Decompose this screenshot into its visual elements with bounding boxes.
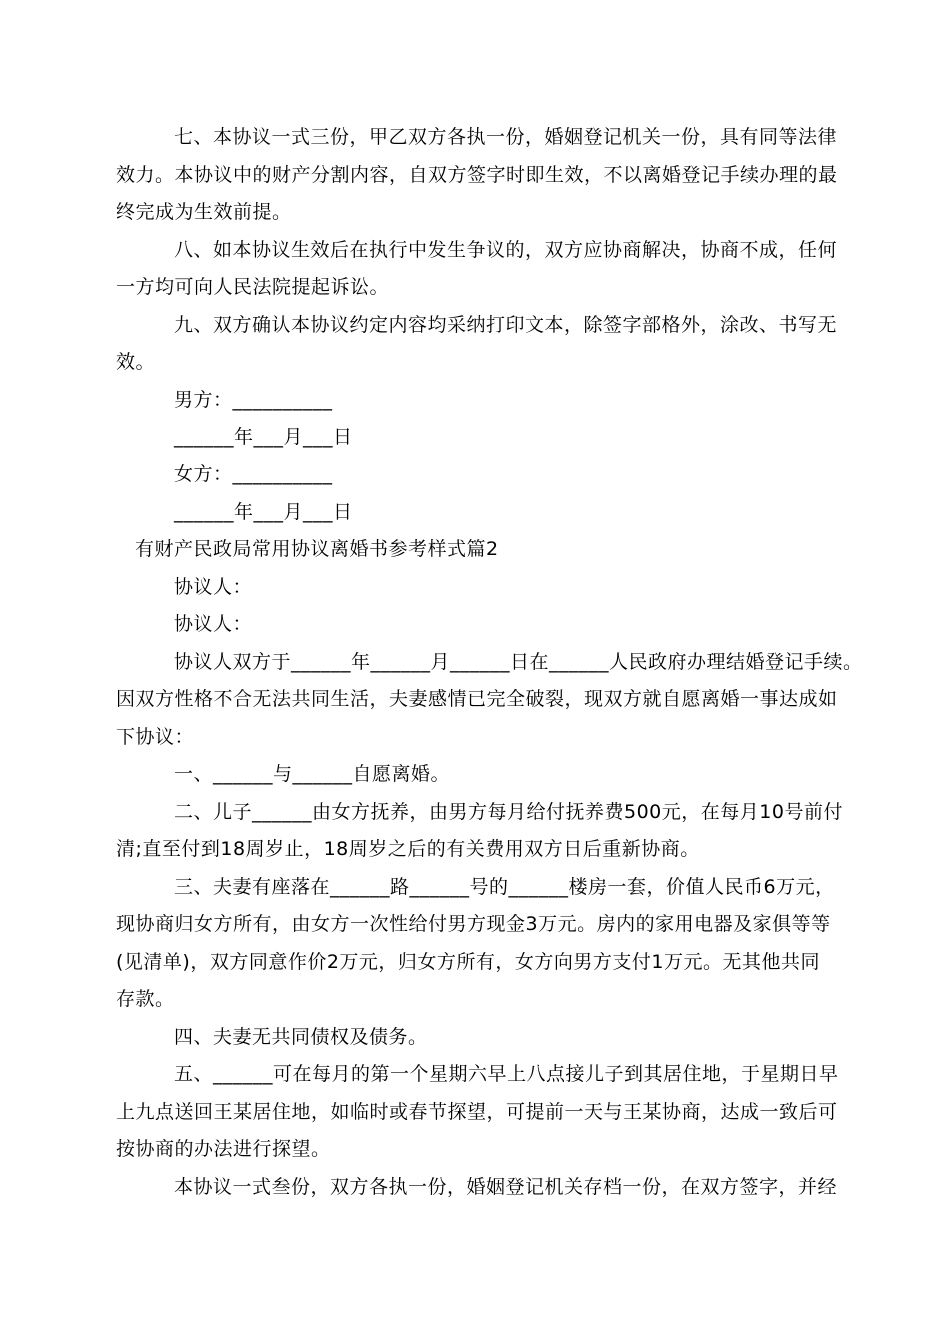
clause-5-line-2: 上九点送回王某居住地，如临时或春节探望，可提前一天与王某协商，达成一致后可 bbox=[116, 1101, 838, 1123]
clause-7-line-3: 终完成为生效前提。 bbox=[116, 201, 292, 223]
clause-9-line-1: 九、双方确认本协议约定内容均采纳打印文本，除签字部格外，涂改、书写无 bbox=[174, 314, 838, 336]
clause-8-line-1: 八、如本协议生效后在执行中发生争议的，双方应协商解决，协商不成，任何 bbox=[174, 239, 838, 261]
section-heading: 有财产民政局常用协议离婚书参考样式篇2 bbox=[135, 538, 499, 560]
clause-2-line-2: 清;直至付到18周岁止，18周岁之后的有关费用双方日后重新协商。 bbox=[116, 838, 700, 860]
clause-3-line-3: (见清单)，双方同意作价2万元，归女方所有，女方向男方支付1万元。无其他共同 bbox=[116, 951, 821, 973]
female-party-signature: 女方：__________ bbox=[174, 463, 333, 485]
female-party-date: ______年___月___日 bbox=[174, 501, 353, 523]
clause-3-line-1: 三、夫妻有座落在______路______号的______楼房一套，价值人民币6万元， bbox=[174, 876, 835, 898]
preamble-line-2: 因双方性格不合无法共同生活，夫妻感情已完全破裂，现双方就自愿离婚一事达成如 bbox=[116, 688, 838, 710]
clause-1-line-1: 一、______与______自愿离婚。 bbox=[174, 763, 451, 785]
clause-8-line-2: 一方均可向人民法院提起诉讼。 bbox=[116, 276, 390, 298]
clause-4-line-1: 四、夫妻无共同债权及债务。 bbox=[174, 1026, 428, 1048]
preamble-line-3: 下协议： bbox=[116, 726, 195, 748]
preamble-line-1: 协议人双方于______年______月______日在______人民政府办理结婚登记手续。 bbox=[174, 651, 863, 673]
clause-3-line-2: 现协商归女方所有，由女方一次性给付男方现金3万元。房内的家用电器及家俱等等 bbox=[116, 913, 831, 935]
closing-line-1: 本协议一式叁份，双方各执一份，婚姻登记机关存档一份，在双方签字，并经 bbox=[174, 1176, 838, 1198]
clause-7-line-2: 效力。本协议中的财产分割内容，自双方签字时即生效，不以离婚登记手续办理的最 bbox=[116, 164, 838, 186]
clause-3-line-4: 存款。 bbox=[116, 988, 175, 1010]
clause-5-line-3: 按协商的办法进行探望。 bbox=[116, 1138, 331, 1160]
party-2-label: 协议人： bbox=[174, 613, 253, 635]
male-party-date: ______年___月___日 bbox=[174, 426, 353, 448]
party-1-label: 协议人： bbox=[174, 576, 253, 598]
clause-7-line-1: 七、本协议一式三份，甲乙双方各执一份，婚姻登记机关一份，具有同等法律 bbox=[174, 126, 838, 148]
male-party-signature: 男方：__________ bbox=[174, 389, 333, 411]
clause-9-line-2: 效。 bbox=[116, 351, 156, 373]
clause-5-line-1: 五、______可在每月的第一个星期六早上八点接儿子到其居住地，于星期日早 bbox=[174, 1063, 839, 1085]
clause-2-line-1: 二、儿子______由女方抚养，由男方每月给付抚养费500元，在每月10号前付 bbox=[174, 801, 843, 823]
